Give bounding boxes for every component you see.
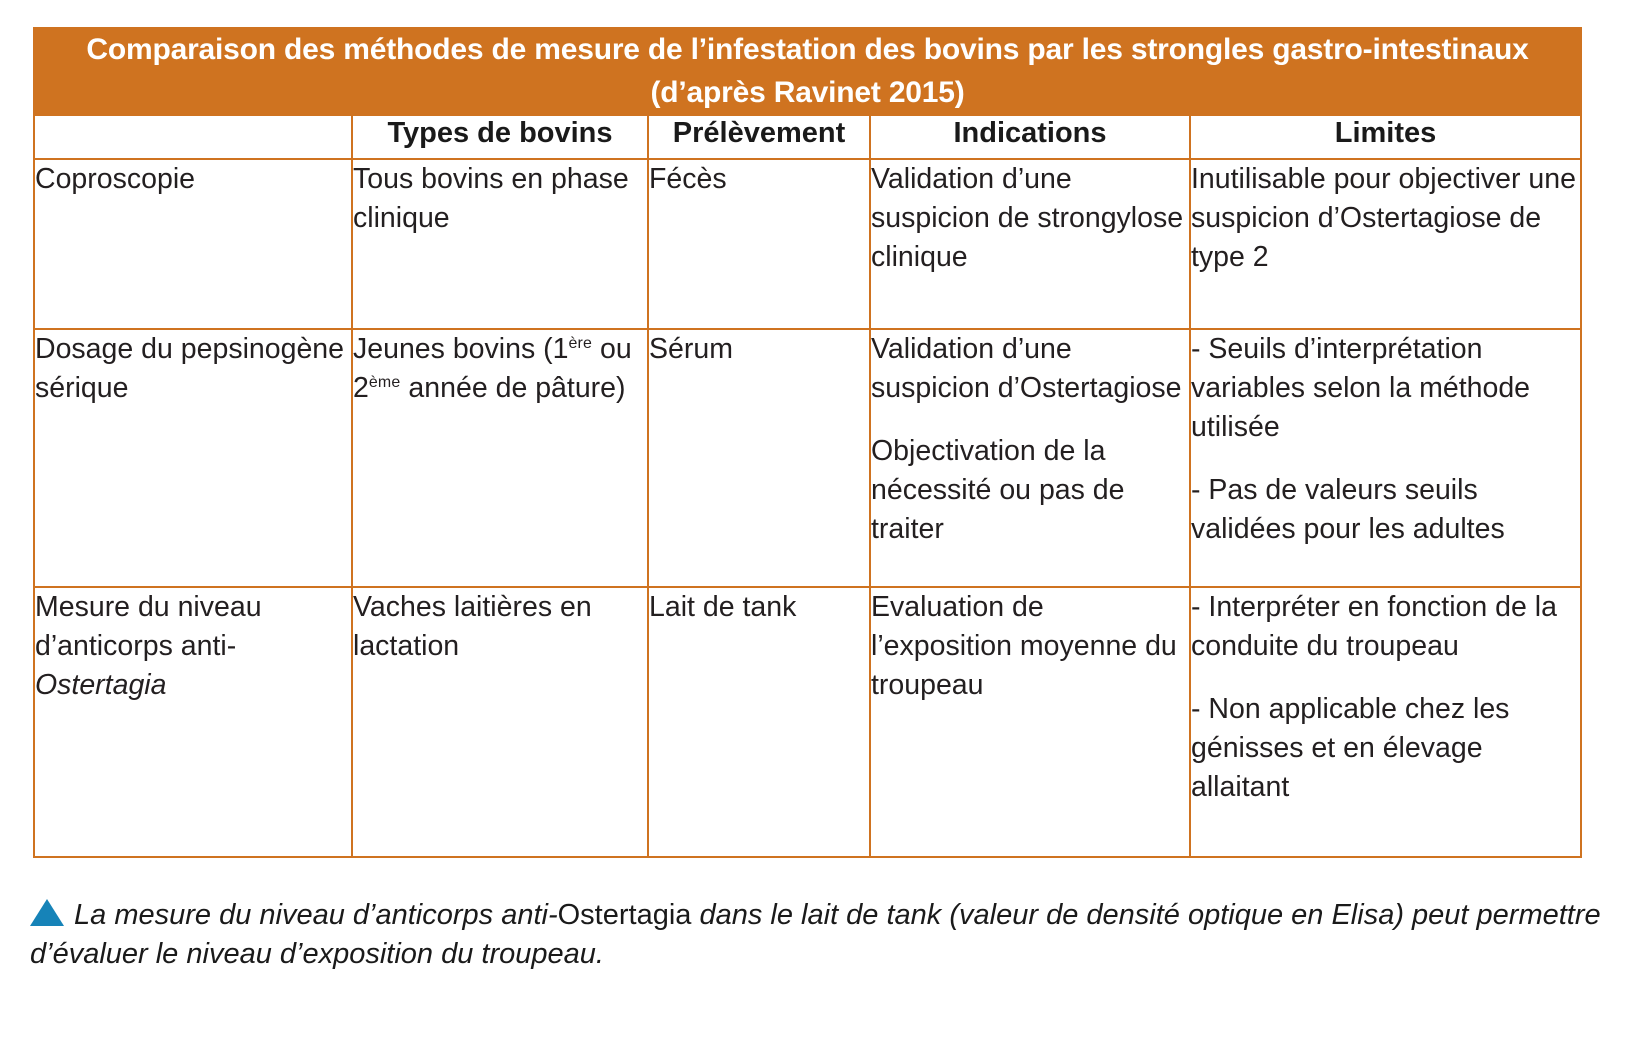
column-header-sample: Prélèvement (648, 115, 870, 159)
triangle-up-icon (30, 899, 64, 926)
sample-text: Fécès (649, 163, 727, 196)
table-title-row (34, 28, 1581, 115)
cell-limits (1190, 329, 1581, 587)
cell-limits (1190, 587, 1581, 857)
cell-types (352, 587, 648, 857)
types-superscript-first: ère (568, 335, 593, 353)
cell-indications (870, 329, 1190, 587)
cell-types (352, 159, 648, 329)
cell-types (352, 329, 648, 587)
cell-indications (870, 159, 1190, 329)
limit-item: - Pas de valeurs seuils validées pour les adultes (1191, 474, 1505, 546)
limit-item: - Interpréter en fonction de la conduite du troupeau (1191, 591, 1557, 663)
table-header-row (34, 115, 1581, 159)
types-text: Tous bovins en phase clinique (353, 163, 629, 235)
indication-item: Objectivation de la nécessité ou pas de traiter (871, 435, 1125, 546)
types-text (353, 330, 647, 408)
cell-indications (870, 587, 1190, 857)
indication-item: Validation d’une suspicion de strongylose clinique (871, 163, 1184, 274)
table-row (34, 587, 1581, 857)
caption-species-roman: Ostertagia (557, 899, 692, 931)
table-row (34, 159, 1581, 329)
figure-caption (30, 896, 1610, 973)
comparison-table-wrapper (33, 27, 1580, 858)
caption-part-three: dans le lait de tank (valeur de densité optique en Elisa) peut permettre d’évaluer le niveau d’exposition du troupeau. (30, 899, 1601, 970)
indication-item: Evaluation de l’exposition moyenne du troupeau (871, 591, 1177, 702)
method-name (35, 588, 351, 705)
indication-item: Validation d’une suspicion d’Ostertagiose (871, 333, 1182, 405)
types-suffix: année de pâture) (400, 372, 626, 405)
limit-item: Inutilisable pour objectiver une suspicion d’Ostertagiose de type 2 (1191, 163, 1576, 274)
method-prefix: Mesure du niveau d’anticorps anti- (35, 591, 262, 663)
limit-item: - Seuils d’interprétation variables selon la méthode utilisée (1191, 333, 1531, 444)
sample-text: Sérum (649, 333, 733, 366)
table-row (34, 329, 1581, 587)
types-superscript-second: ème (368, 374, 401, 392)
column-header-indications: Indications (870, 115, 1190, 159)
column-header-method (34, 115, 352, 159)
cell-method (34, 587, 352, 857)
method-name: Dosage du pepsinogène sérique (35, 333, 345, 405)
limit-item: - Non applicable chez les génisses et en élevage allaitant (1191, 693, 1510, 804)
cell-sample (648, 329, 870, 587)
types-prefix: Jeunes bovins (1 (353, 333, 569, 366)
comparison-table (33, 27, 1582, 858)
cell-method (34, 329, 352, 587)
method-species-italic: Ostertagia (35, 669, 167, 702)
types-text: Vaches laitières en lactation (353, 591, 592, 663)
caption-part-one: La mesure du niveau d’anticorps anti- (74, 899, 558, 931)
column-header-limits: Limites (1190, 115, 1581, 159)
cell-limits (1190, 159, 1581, 329)
sample-text: Lait de tank (649, 591, 797, 624)
method-name: Coproscopie (35, 163, 196, 196)
cell-sample (648, 587, 870, 857)
cell-sample (648, 159, 870, 329)
column-header-types: Types de bovins (352, 115, 648, 159)
cell-method (34, 159, 352, 329)
table-title: Comparaison des méthodes de mesure de l’infestation des bovins par les strongles gastro-intestinaux (d’après Ravinet 2015) (34, 28, 1581, 115)
types-middle: ou 2 (353, 333, 632, 405)
